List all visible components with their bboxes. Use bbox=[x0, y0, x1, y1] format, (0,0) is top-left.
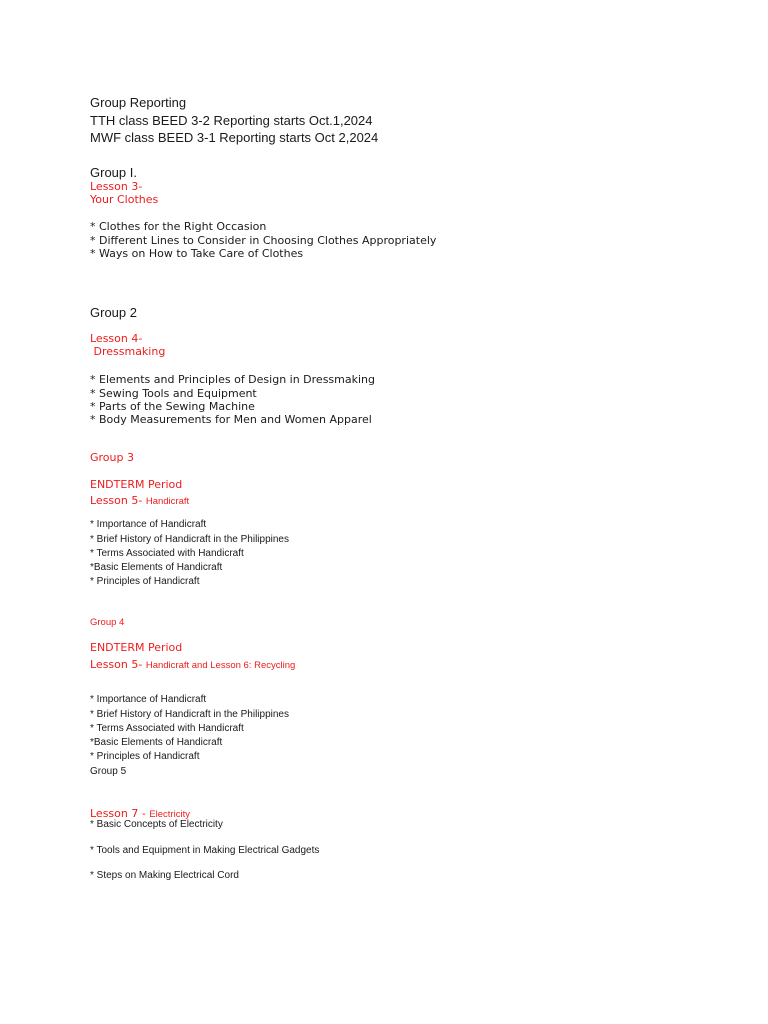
group3-lesson: Lesson 5- bbox=[90, 494, 146, 507]
group4-topic: * Principles of Handicraft bbox=[90, 751, 200, 762]
group5-heading: Group 5 bbox=[90, 766, 127, 777]
group4-lesson-title: Handicraft and Lesson 6: Recycling bbox=[145, 660, 296, 671]
group3-lesson-line bbox=[90, 492, 189, 508]
group3-topic: *Basic Elements of Handicraft bbox=[90, 562, 223, 573]
group4-topic: * Importance of Handicraft bbox=[90, 694, 207, 705]
group4-lesson-line bbox=[90, 656, 295, 672]
group5-lesson: Lesson 7 - bbox=[90, 807, 150, 820]
group3-topic: * Brief History of Handicraft in the Philippines bbox=[90, 534, 289, 545]
group5-topic: * Basic Concepts of Electricity bbox=[90, 819, 223, 830]
group4-topic: * Terms Associated with Handicraft bbox=[90, 723, 244, 734]
group4-topic: * Brief History of Handicraft in the Philippines bbox=[90, 709, 289, 720]
document-title: Group Reporting bbox=[90, 95, 187, 110]
group2-lesson-title: Dressmaking bbox=[90, 345, 166, 358]
group3-lesson-title: Handicraft bbox=[145, 496, 190, 507]
group1-topic: * Different Lines to Consider in Choosing Clothes Appropriately bbox=[90, 234, 437, 247]
group2-lesson: Lesson 4- bbox=[90, 332, 143, 345]
group1-topic: * Clothes for the Right Occasion bbox=[90, 220, 267, 233]
group5-topic: * Steps on Making Electrical Cord bbox=[90, 870, 239, 881]
group2-topic: * Elements and Principles of Design in Dressmaking bbox=[90, 373, 376, 386]
group5-lesson-title: Electricity bbox=[149, 809, 190, 820]
group4-period: ENDTERM Period bbox=[90, 641, 183, 654]
group2-topic: * Parts of the Sewing Machine bbox=[90, 400, 255, 413]
group3-topic: * Terms Associated with Handicraft bbox=[90, 548, 244, 559]
group4-heading: Group 4 bbox=[90, 617, 125, 628]
group3-topic: * Principles of Handicraft bbox=[90, 576, 200, 587]
group1-heading: Group I. bbox=[90, 165, 137, 180]
group3-heading: Group 3 bbox=[90, 451, 134, 464]
group4-lesson: Lesson 5- bbox=[90, 658, 146, 671]
group1-topic: * Ways on How to Take Care of Clothes bbox=[90, 247, 304, 260]
group3-topic: * Importance of Handicraft bbox=[90, 519, 207, 530]
group1-lesson: Lesson 3- bbox=[90, 180, 143, 193]
group3-period: ENDTERM Period bbox=[90, 478, 183, 491]
group4-topic: *Basic Elements of Handicraft bbox=[90, 737, 223, 748]
group2-topic: * Body Measurements for Men and Women Apparel bbox=[90, 413, 372, 426]
group5-topic: * Tools and Equipment in Making Electrical Gadgets bbox=[90, 845, 320, 856]
mwf-schedule-line: MWF class BEED 3-1 Reporting starts Oct 2,2024 bbox=[90, 130, 379, 145]
group2-heading: Group 2 bbox=[90, 305, 137, 320]
group1-lesson-title: Your Clothes bbox=[90, 193, 159, 206]
group2-topic: * Sewing Tools and Equipment bbox=[90, 387, 257, 400]
tth-schedule-line: TTH class BEED 3-2 Reporting starts Oct.1,2024 bbox=[90, 113, 373, 128]
